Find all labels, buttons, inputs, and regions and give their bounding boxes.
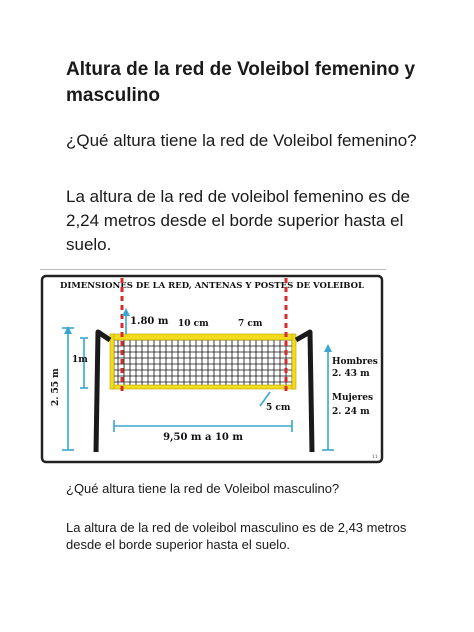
net-left-band [110, 334, 114, 389]
men-label: Hombres [332, 357, 378, 367]
net-top-band [112, 334, 294, 340]
net-bottom-band [112, 385, 294, 389]
question-masculino: ¿Qué altura tiene la red de Voleibol masculino? [66, 481, 340, 496]
page-title: Altura de la red de Voleibol femenino y masculino [66, 59, 416, 106]
men-height-label: 2. 43 m [332, 369, 370, 379]
post-height-label: 2. 55 m [51, 368, 61, 406]
question-femenino: ¿Qué altura tiene la red de Voleibol femenino? [66, 131, 417, 150]
women-height-label: 2. 24 m [332, 407, 370, 417]
net-height-label: 1m [72, 355, 88, 365]
net-right-band [292, 334, 296, 389]
answer-masculino: La altura de la red de voleibol masculino es de 2,43 metros desde el borde superior hasta el suelo. [66, 520, 407, 552]
diagram-title: DIMENSIONES DE LA RED, ANTENAS Y POSTES DE VOLEIBOL [59, 281, 365, 291]
antenna-height-label: 1.80 m [130, 316, 169, 327]
net-dimensions-diagram [40, 268, 386, 464]
net-mesh [114, 340, 292, 386]
women-label: Mujeres [332, 393, 374, 403]
band-top-label: 10 cm [178, 319, 209, 329]
answer-femenino: La altura de la red de voleibol femenino es de 2,24 metros desde el borde superior hasta el suelo. [66, 187, 411, 254]
page-mark: 11 [371, 454, 378, 460]
width-label: 9,50 m a 10 m [163, 432, 243, 443]
band-side-label: 7 cm [238, 319, 263, 329]
band-bottom-label: 5 cm [266, 403, 291, 413]
